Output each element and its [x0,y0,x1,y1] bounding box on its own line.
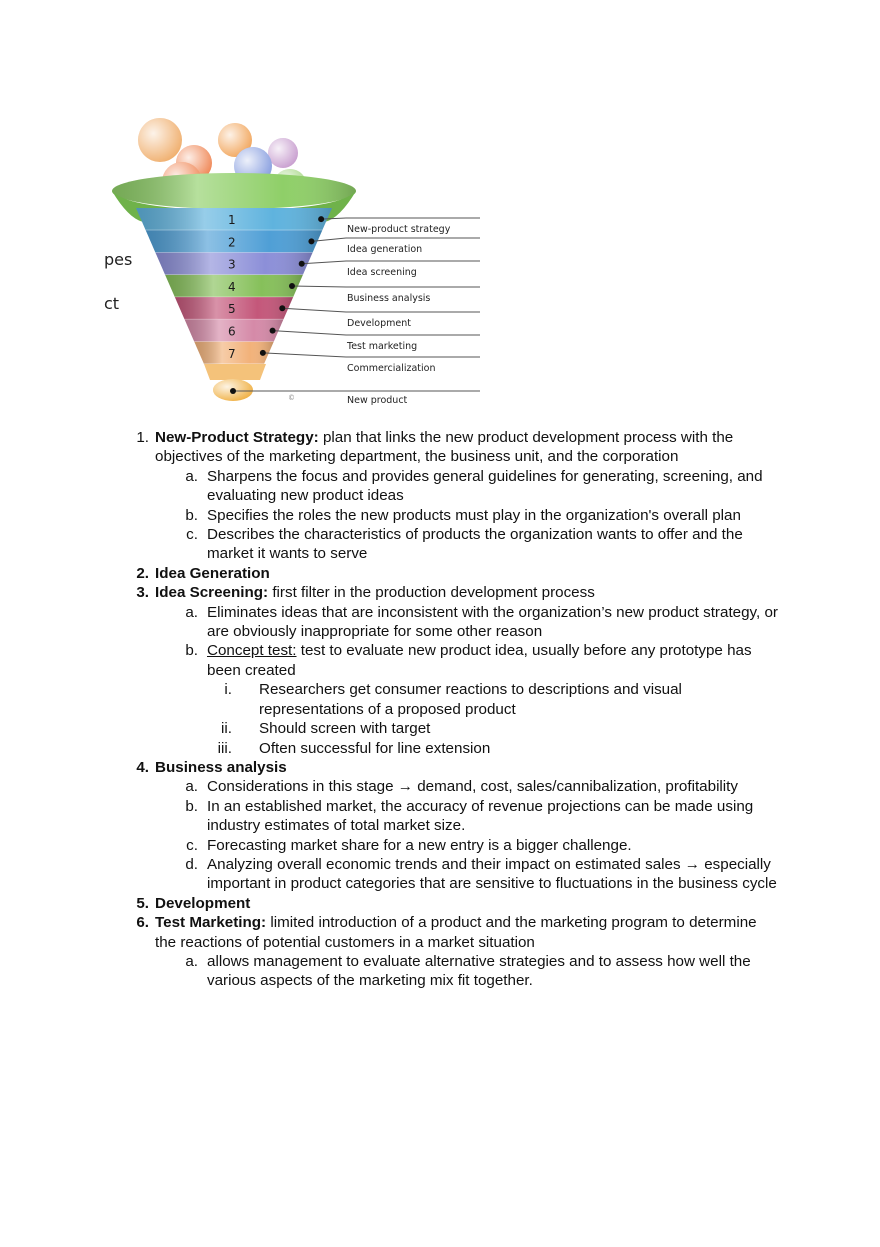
outline-item-3 [0,583,880,602]
stage-dot [279,305,285,311]
new-product-dot [230,388,236,394]
outline-subtext: allows management to evaluate alternative strategies and to assess how well the various aspects of the marketing mix fit together. [207,952,751,990]
funnel-stage-number: 2 [228,235,236,250]
outline-subitem [0,836,880,855]
stage-leader-line [302,261,480,264]
stage-dot [318,216,324,222]
funnel-stage-number: 4 [228,279,236,294]
clipped-text-1: pes [104,250,133,269]
outline-item-1 [0,428,880,467]
outline-subsubitem [0,680,880,719]
stage-label: Business analysis [347,293,431,304]
outline-subitem [0,506,880,525]
outline-subtext: Analyzing overall economic trends and their impact on estimated sales → especially important in product categories that are sensitive to fluctuations in the business cycle [207,855,777,893]
outline-letter: d. [185,855,198,873]
outline-number: 6. [136,914,149,932]
outline-subsubtext: Often successful for line extension [259,739,491,757]
outline-heading: Business analysis [155,758,287,776]
outline-text: limited introduction of a product and the marketing program to determine the reactions of potential customers in a market situation [155,914,757,951]
outline-subitem [0,855,880,894]
outline-subitem [0,641,880,680]
outline-subsubitem [0,739,880,758]
outline-item-4 [0,758,880,777]
outline-subsubitem [0,719,880,738]
outline-roman: ii. [221,720,232,738]
funnel-stage-number: 6 [228,324,236,339]
outline-roman: iii. [217,739,232,757]
stage-leader-line [282,308,480,312]
outline-letter: a. [185,603,198,621]
stage-dot [260,350,266,356]
stage-label: Development [347,318,411,329]
outline-text: plan that links the new product development process with the objectives of the marketing department, the business unit, and the corporation [155,429,734,466]
funnel-stage-number: 7 [228,346,236,361]
outline-heading: Test Marketing: [155,914,267,932]
outline-letter: a. [185,467,198,485]
outline-number: 1. [136,429,149,446]
outline-number: 3. [136,584,149,602]
outline-subitem [0,467,880,506]
outline-heading: Development [155,894,251,912]
outline-letter: b. [185,797,198,815]
stage-label: Commercialization [347,363,436,374]
outline-subtext: Specifies the roles the new products must play in the organization's overall plan [207,506,741,524]
outline-subtext: test to evaluate new product idea, usually before any prototype has been created [207,642,752,679]
outline-letter: a. [185,778,198,796]
stage-label: Idea screening [347,267,417,278]
outline-subitem [0,603,880,642]
stage-label: Idea generation [347,244,423,255]
outline-item-5 [0,894,880,913]
outline-subitem [0,952,880,991]
stage-dot [270,328,276,334]
outline-letter: b. [185,506,198,524]
new-product-process-funnel [98,118,488,413]
outline-subtext: Eliminates ideas that are inconsistent with the organization’s new product strategy, or are obviously inappropriate for some other reason [207,603,778,641]
new-product-label: New product [347,395,408,406]
outline-subtext: Sharpens the focus and provides general guidelines for generating, screening, and evaluating new product ideas [207,467,763,505]
funnel-stage-number: 1 [228,213,236,228]
outline-number: 5. [136,894,149,912]
outline-number: 4. [136,758,149,776]
outline-item-6 [0,913,880,952]
stage-label: Test marketing [347,341,418,352]
stage-dot [289,283,295,289]
outline-subtext: Forecasting market share for a new entry is a bigger challenge. [207,836,632,854]
outline-subtext: In an established market, the accuracy of revenue projections can be made using industry estimates of total market size. [207,797,754,835]
outline-subsubtext: Researchers get consumer reactions to descriptions and visual representations of a proposed product [259,681,682,718]
outline-heading: Idea Generation [155,564,270,582]
funnel-stage-number: 5 [228,302,236,317]
outline-letter: c. [186,526,198,544]
outline-subtext: Considerations in this stage → demand, cost, sales/cannibalization, profitability [207,778,738,796]
outline-letter: a. [185,952,198,970]
outline-heading: Idea Screening: [155,584,269,602]
stage-leader-line [263,353,480,357]
outline [0,428,880,991]
stage-dot [308,238,314,244]
stage-dot [299,261,305,267]
stage-leader-line [273,331,480,335]
stage-leader-line [311,238,480,241]
outline-subitem [0,797,880,836]
stage-label: New-product strategy [347,224,451,235]
outline-subitem [0,777,880,796]
outline-heading: New-Product Strategy: [155,429,319,446]
copyright-mark: © [288,394,295,402]
outline-text: first filter in the production development process [268,584,595,602]
funnel-stage-number: 3 [228,257,236,272]
stage-leader-line [321,218,480,219]
outline-letter: c. [186,836,198,854]
outline-roman: i. [224,681,232,699]
outline-item-2 [0,564,880,583]
outline-letter: b. [185,642,198,660]
outline-subitem [0,525,880,564]
funnel-spout [204,364,266,380]
outline-number: 2. [136,564,149,582]
outline-subtext: Describes the characteristics of products the organization wants to offer and the market it wants to serve [207,526,743,563]
concept-test-term: Concept test: [207,642,297,660]
stage-leader-line [292,286,480,287]
outline-subsubtext: Should screen with target [259,720,431,738]
clipped-text-2: ct [104,294,120,313]
